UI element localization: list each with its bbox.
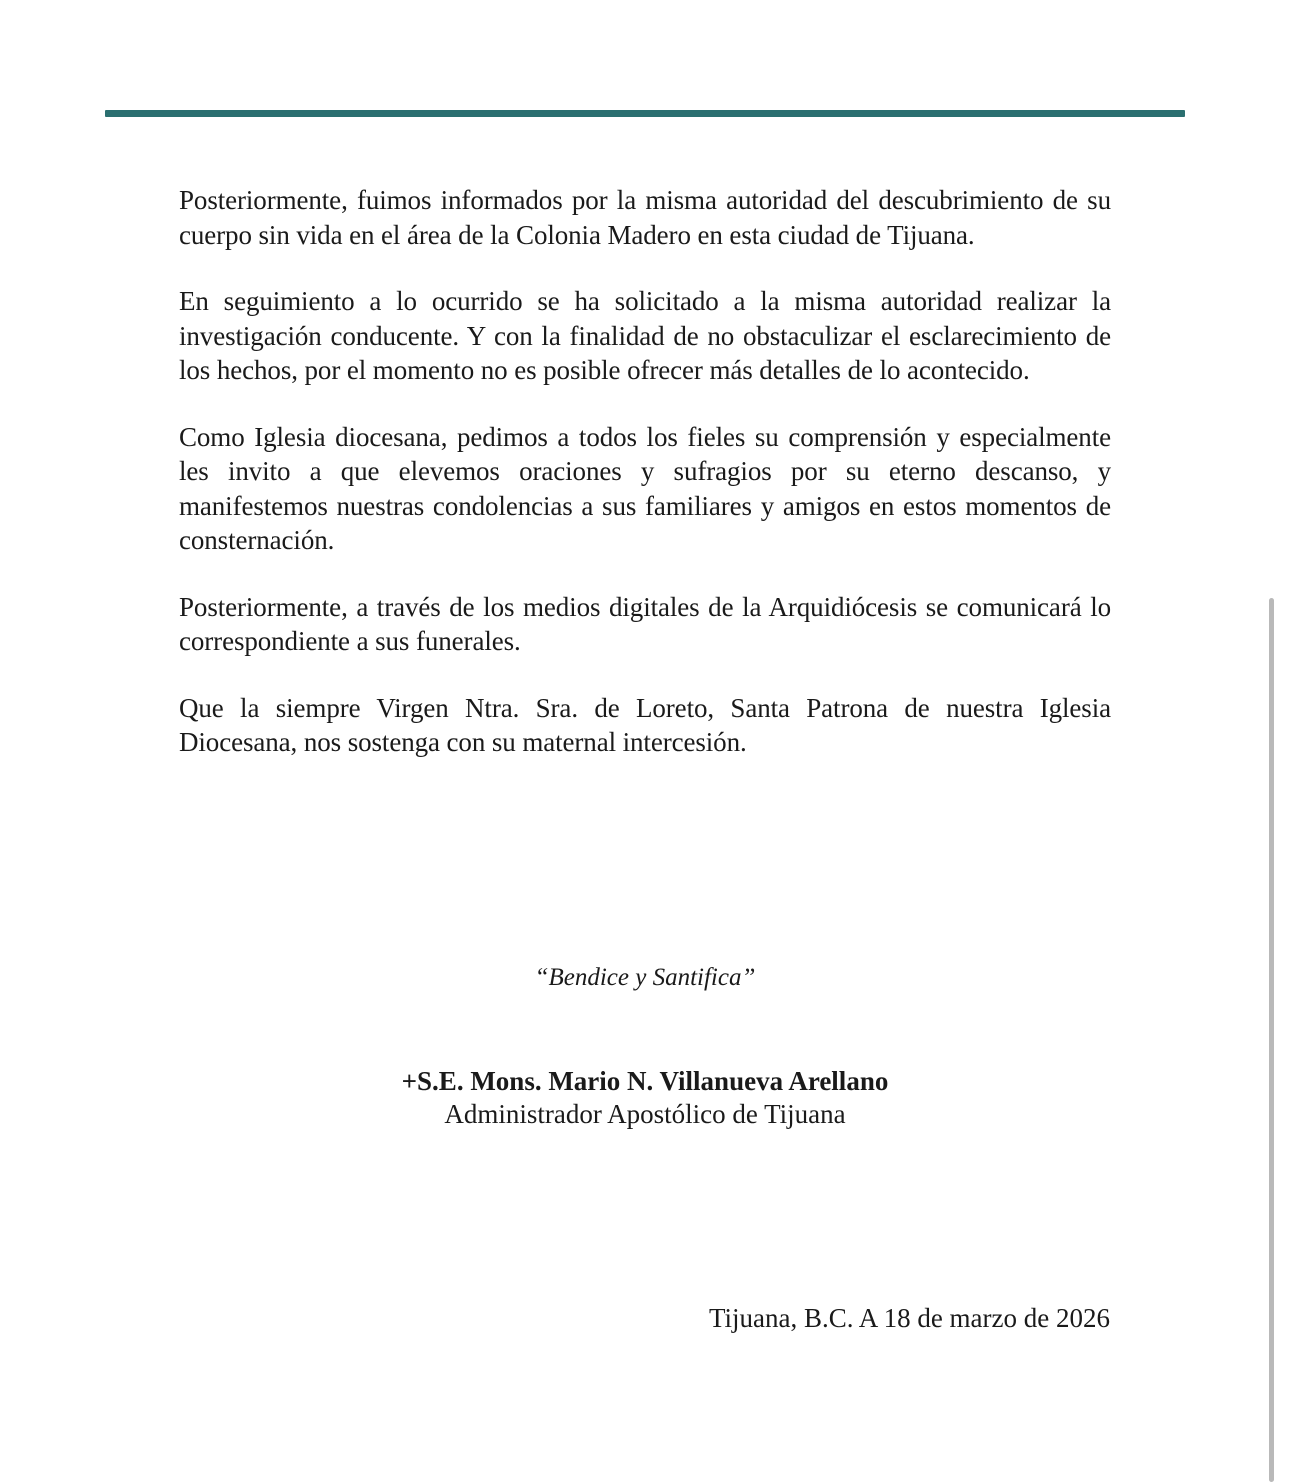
- letter-body: [179, 183, 1111, 792]
- signer-title: Administrador Apostólico de Tijuana: [444, 1099, 846, 1129]
- paragraph-funerals: Posteriormente, a través de los medios digitales de la Arquidiócesis se comunicará lo correspondiente a sus funerales.: [179, 591, 1111, 656]
- paragraph-investigation: En seguimiento a lo ocurrido se ha solicitado a la misma autoridad realizar la investigación conducente. Y con la finalidad de no obstaculizar el esclarecimiento de los hechos, por el momento no es posible ofrecer más detalles de lo acontecido.: [179, 286, 1111, 385]
- signer-name: +S.E. Mons. Mario N. Villanueva Arellano: [401, 1066, 889, 1096]
- motto: “Bendice y Santifica”: [534, 964, 756, 991]
- paragraph-prayer-request: Como Iglesia diocesana, pedimos a todos los fieles su comprensión y especialmente les invito a que elevemos oraciones y sufragios por su eterno descanso, y manifestemos nuestras condolencias a sus familiares y amigos en estos momentos de consternación.: [179, 421, 1111, 555]
- paragraph-blessing: Que la siempre Virgen Ntra. Sra. de Loreto, Santa Patrona de nuestra Iglesia Diocesana, nos sostenga con su maternal intercesión.: [179, 692, 1111, 757]
- scrollbar[interactable]: [1269, 598, 1274, 1482]
- place-date: Tijuana, B.C. A 18 de marzo de 2026: [709, 1303, 1110, 1333]
- header-divider: [105, 110, 1185, 117]
- paragraph-discovery: Posteriormente, fuimos informados por la misma autoridad del descubrimiento de su cuerpo sin vida en el área de la Colonia Madero en esta ciudad de Tijuana.: [179, 185, 1111, 250]
